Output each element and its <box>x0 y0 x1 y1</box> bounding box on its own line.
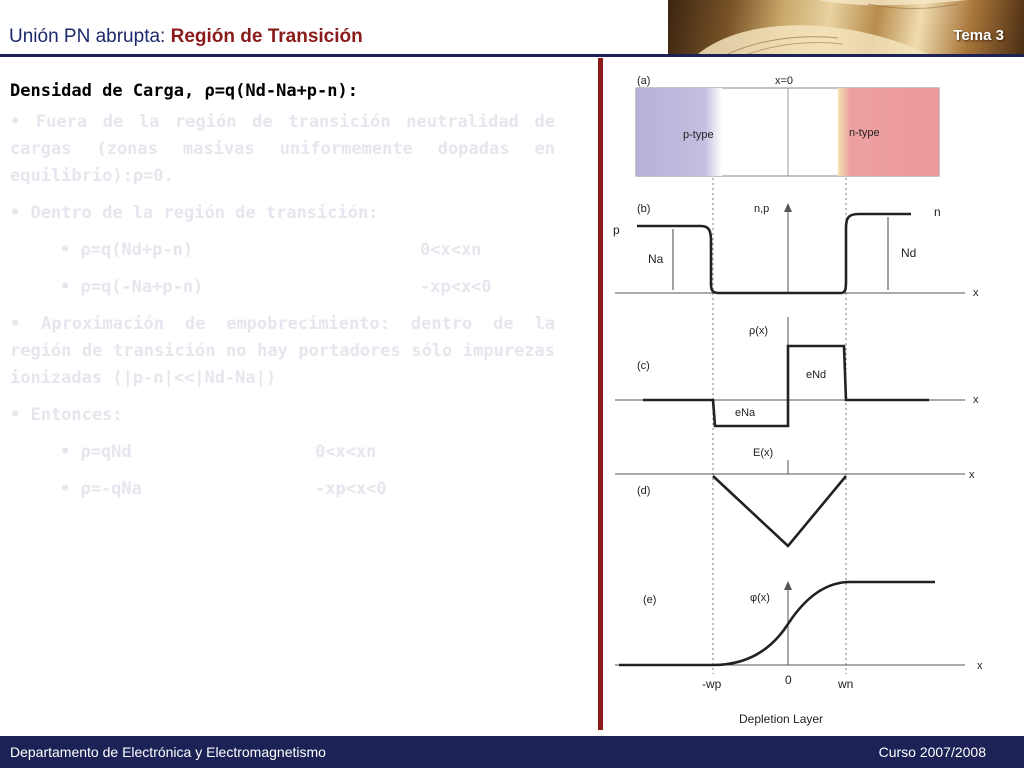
pn-junction-figure <box>605 62 1005 732</box>
sub-bullet-p-side <box>10 274 555 311</box>
footer-department: Departamento de Electrónica y Electromagnetismo <box>10 744 326 760</box>
label-x-b: x <box>973 287 979 299</box>
tema-label: Tema 3 <box>953 27 1004 44</box>
label-d: (d) <box>637 485 651 497</box>
label-n: n <box>934 205 941 219</box>
header <box>0 0 1024 56</box>
figure-caption: Depletion Layer <box>739 712 824 726</box>
expr-n-side: • ρ=q(Nd+p-n) <box>60 240 194 260</box>
label-E: E(x) <box>753 447 774 459</box>
label-rho: ρ(x) <box>749 325 769 337</box>
label-phi: φ(x) <box>750 592 770 604</box>
expr-qNd: • ρ=qNd <box>60 442 132 462</box>
vertical-divider <box>598 58 603 730</box>
bullet-then: • Entonces: <box>10 405 123 425</box>
title-accent: Región de Transición <box>170 26 363 47</box>
range-p-side: -xp<x<0 <box>420 277 492 297</box>
header-divider <box>0 54 1024 57</box>
bullet-neutrality: • Fuera de la región de transición neutralidad de cargas (zonas masivas uniformemente dopadas en equilibrio):ρ=0. <box>10 112 555 186</box>
label-wn: wn <box>838 677 854 691</box>
label-x-d: x <box>969 469 975 481</box>
title-main: Unión PN abrupta: <box>9 26 171 47</box>
label-zero: 0 <box>785 673 792 687</box>
label-eNd: eNd <box>806 369 827 381</box>
label-ntype: n-type <box>849 127 880 139</box>
content-heading: Densidad de Carga, ρ=q(Nd-Na+p-n): <box>10 81 358 101</box>
label-Na: Na <box>648 252 664 266</box>
label-ptype: p-type <box>683 129 714 141</box>
slide-content <box>10 78 555 513</box>
label-wp: -wp <box>702 677 722 691</box>
arrow-b <box>784 203 792 212</box>
header-book-image <box>668 0 1024 54</box>
sub-bullet-n-side <box>10 237 555 274</box>
arrow-e <box>784 581 792 590</box>
label-eNa: eNa <box>735 407 756 419</box>
charge-density-curve <box>643 346 929 426</box>
range-qNa: -xp<x<0 <box>315 479 387 499</box>
range-n-side: 0<x<xn <box>420 240 482 260</box>
label-Nd: Nd <box>901 246 917 260</box>
label-e: (e) <box>643 594 657 606</box>
bullet-depletion-approx: • Aproximación de empobrecimiento: dentro de la región de transición no hay portadores sólo impurezas ionizadas (|p-n|<<|Nd-Na|) <box>10 314 555 388</box>
label-p: p <box>613 223 620 237</box>
label-a: (a) <box>637 75 651 87</box>
label-x-e: x <box>977 660 983 672</box>
footer-course: Curso 2007/2008 <box>878 744 986 760</box>
bullet-inside-region: • Dentro de la región de transición: <box>10 203 379 223</box>
potential-curve <box>619 582 935 665</box>
sub-bullet-qNd <box>10 439 555 476</box>
sub-bullet-qNa <box>10 476 555 513</box>
label-x0: x=0 <box>775 75 794 87</box>
label-np: n,p <box>754 203 770 215</box>
label-c: (c) <box>637 360 650 372</box>
range-qNd: 0<x<xn <box>315 442 377 462</box>
footer <box>0 736 1024 768</box>
label-x-c: x <box>973 394 979 406</box>
carrier-curve <box>637 214 911 293</box>
label-b: (b) <box>637 203 651 215</box>
expr-p-side: • ρ=q(-Na+p-n) <box>60 277 204 297</box>
electric-field-curve <box>713 476 846 546</box>
expr-qNa: • ρ=-qNa <box>60 479 142 499</box>
slide-title <box>9 26 363 48</box>
